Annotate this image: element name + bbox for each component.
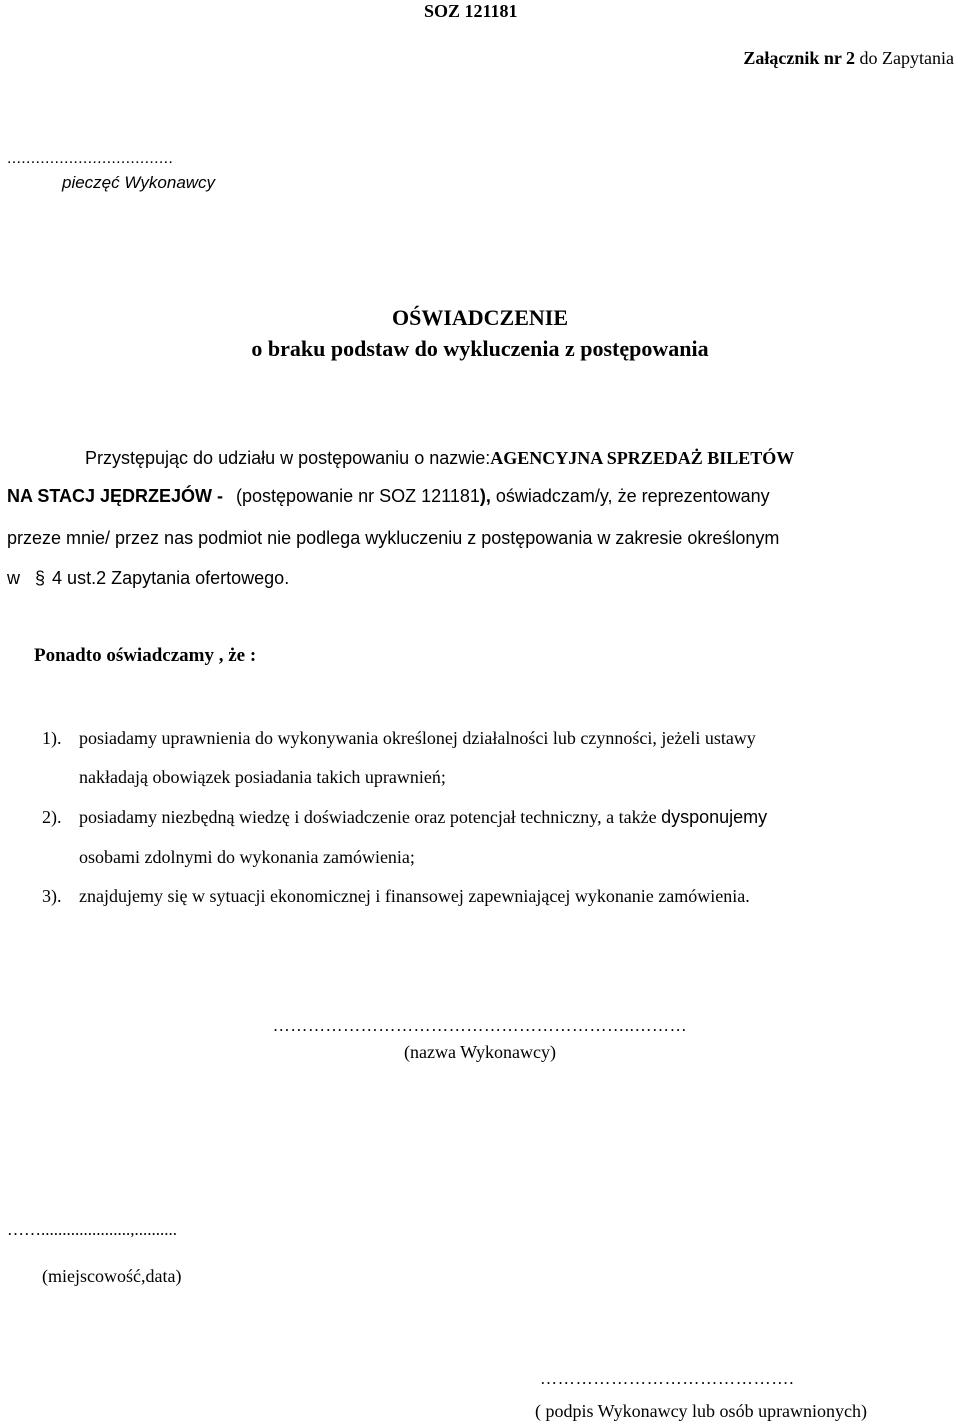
document-title: OŚWIADCZENIE bbox=[391, 305, 569, 330]
intro-w: w bbox=[7, 568, 20, 588]
procedure-number: (postępowanie nr SOZ 121181 bbox=[236, 486, 480, 506]
item-2-line-1 bbox=[79, 805, 767, 829]
item-3-number: 3). bbox=[42, 886, 62, 906]
signature-label: ( podpis Wykonawcy lub osób uprawnionych) bbox=[535, 1401, 868, 1421]
item-2-text: posiadamy niezbędną wiedzę i doświadczenie oraz potencjał techniczny, a także bbox=[79, 807, 662, 827]
item-1-number: 1). bbox=[42, 728, 62, 748]
declaration-text: oświadczam/y, że reprezentowany bbox=[490, 486, 770, 506]
item-1-line-1: posiadamy uprawnienia do wykonywania określonej działalności lub czynności, jeżeli ustawy bbox=[79, 728, 756, 748]
place-date-dots: …….....................,.......... bbox=[7, 1220, 177, 1239]
item-2-line-2: osobami zdolnymi do wykonania zamówienia; bbox=[79, 847, 415, 867]
procedure-number-close: ), bbox=[479, 486, 491, 506]
moreover-heading: Ponadto oświadczamy , że : bbox=[34, 645, 257, 666]
place-date-label: (miejscowość,data) bbox=[42, 1266, 182, 1286]
procedure-name-part1: AGENCYJNA SPRZEDAŻ BILETÓW bbox=[490, 448, 795, 468]
stamp-label: pieczęć Wykonawcy bbox=[62, 173, 216, 192]
document-number: SOZ 121181 bbox=[424, 1, 518, 21]
contractor-name-label: (nazwa Wykonawcy) bbox=[403, 1042, 556, 1062]
attachment-number: Załącznik nr 2 bbox=[743, 48, 856, 68]
procedure-name-part2: NA STACJ JĘDRZEJÓW - bbox=[7, 486, 229, 506]
intro-line-1 bbox=[85, 446, 794, 470]
document-subtitle: o braku podstaw do wykluczenia z postępowania bbox=[251, 336, 709, 361]
section-reference: 4 ust.2 Zapytania ofertowego. bbox=[52, 568, 290, 588]
intro-line-2 bbox=[7, 484, 770, 508]
contractor-name-dots: ……………………………………………………..……… bbox=[272, 1016, 688, 1035]
item-3-line-1: znajdujemy się w sytuacji ekonomicznej i finansowej zapewniającej wykonanie zamówienia. bbox=[79, 886, 750, 906]
stamp-dots: ................................... bbox=[7, 150, 174, 167]
item-2-number: 2). bbox=[42, 807, 62, 827]
item-1-line-2: nakładają obowiązek posiadania takich uprawnień; bbox=[79, 767, 446, 787]
item-2-text-end: dysponujemy bbox=[661, 807, 768, 827]
intro-line-4 bbox=[7, 566, 289, 590]
section-sign: § bbox=[35, 568, 46, 588]
attachment-rest: do Zapytania bbox=[855, 48, 954, 68]
signature-dots: ……………………………………. bbox=[540, 1369, 795, 1388]
intro-line-3: przeze mnie/ przez nas podmiot nie podlega wykluczeniu z postępowania w zakresie określonym bbox=[7, 528, 780, 548]
attachment-label bbox=[743, 48, 954, 69]
intro-text: Przystępując do udziału w postępowaniu o nazwie: bbox=[85, 448, 491, 468]
